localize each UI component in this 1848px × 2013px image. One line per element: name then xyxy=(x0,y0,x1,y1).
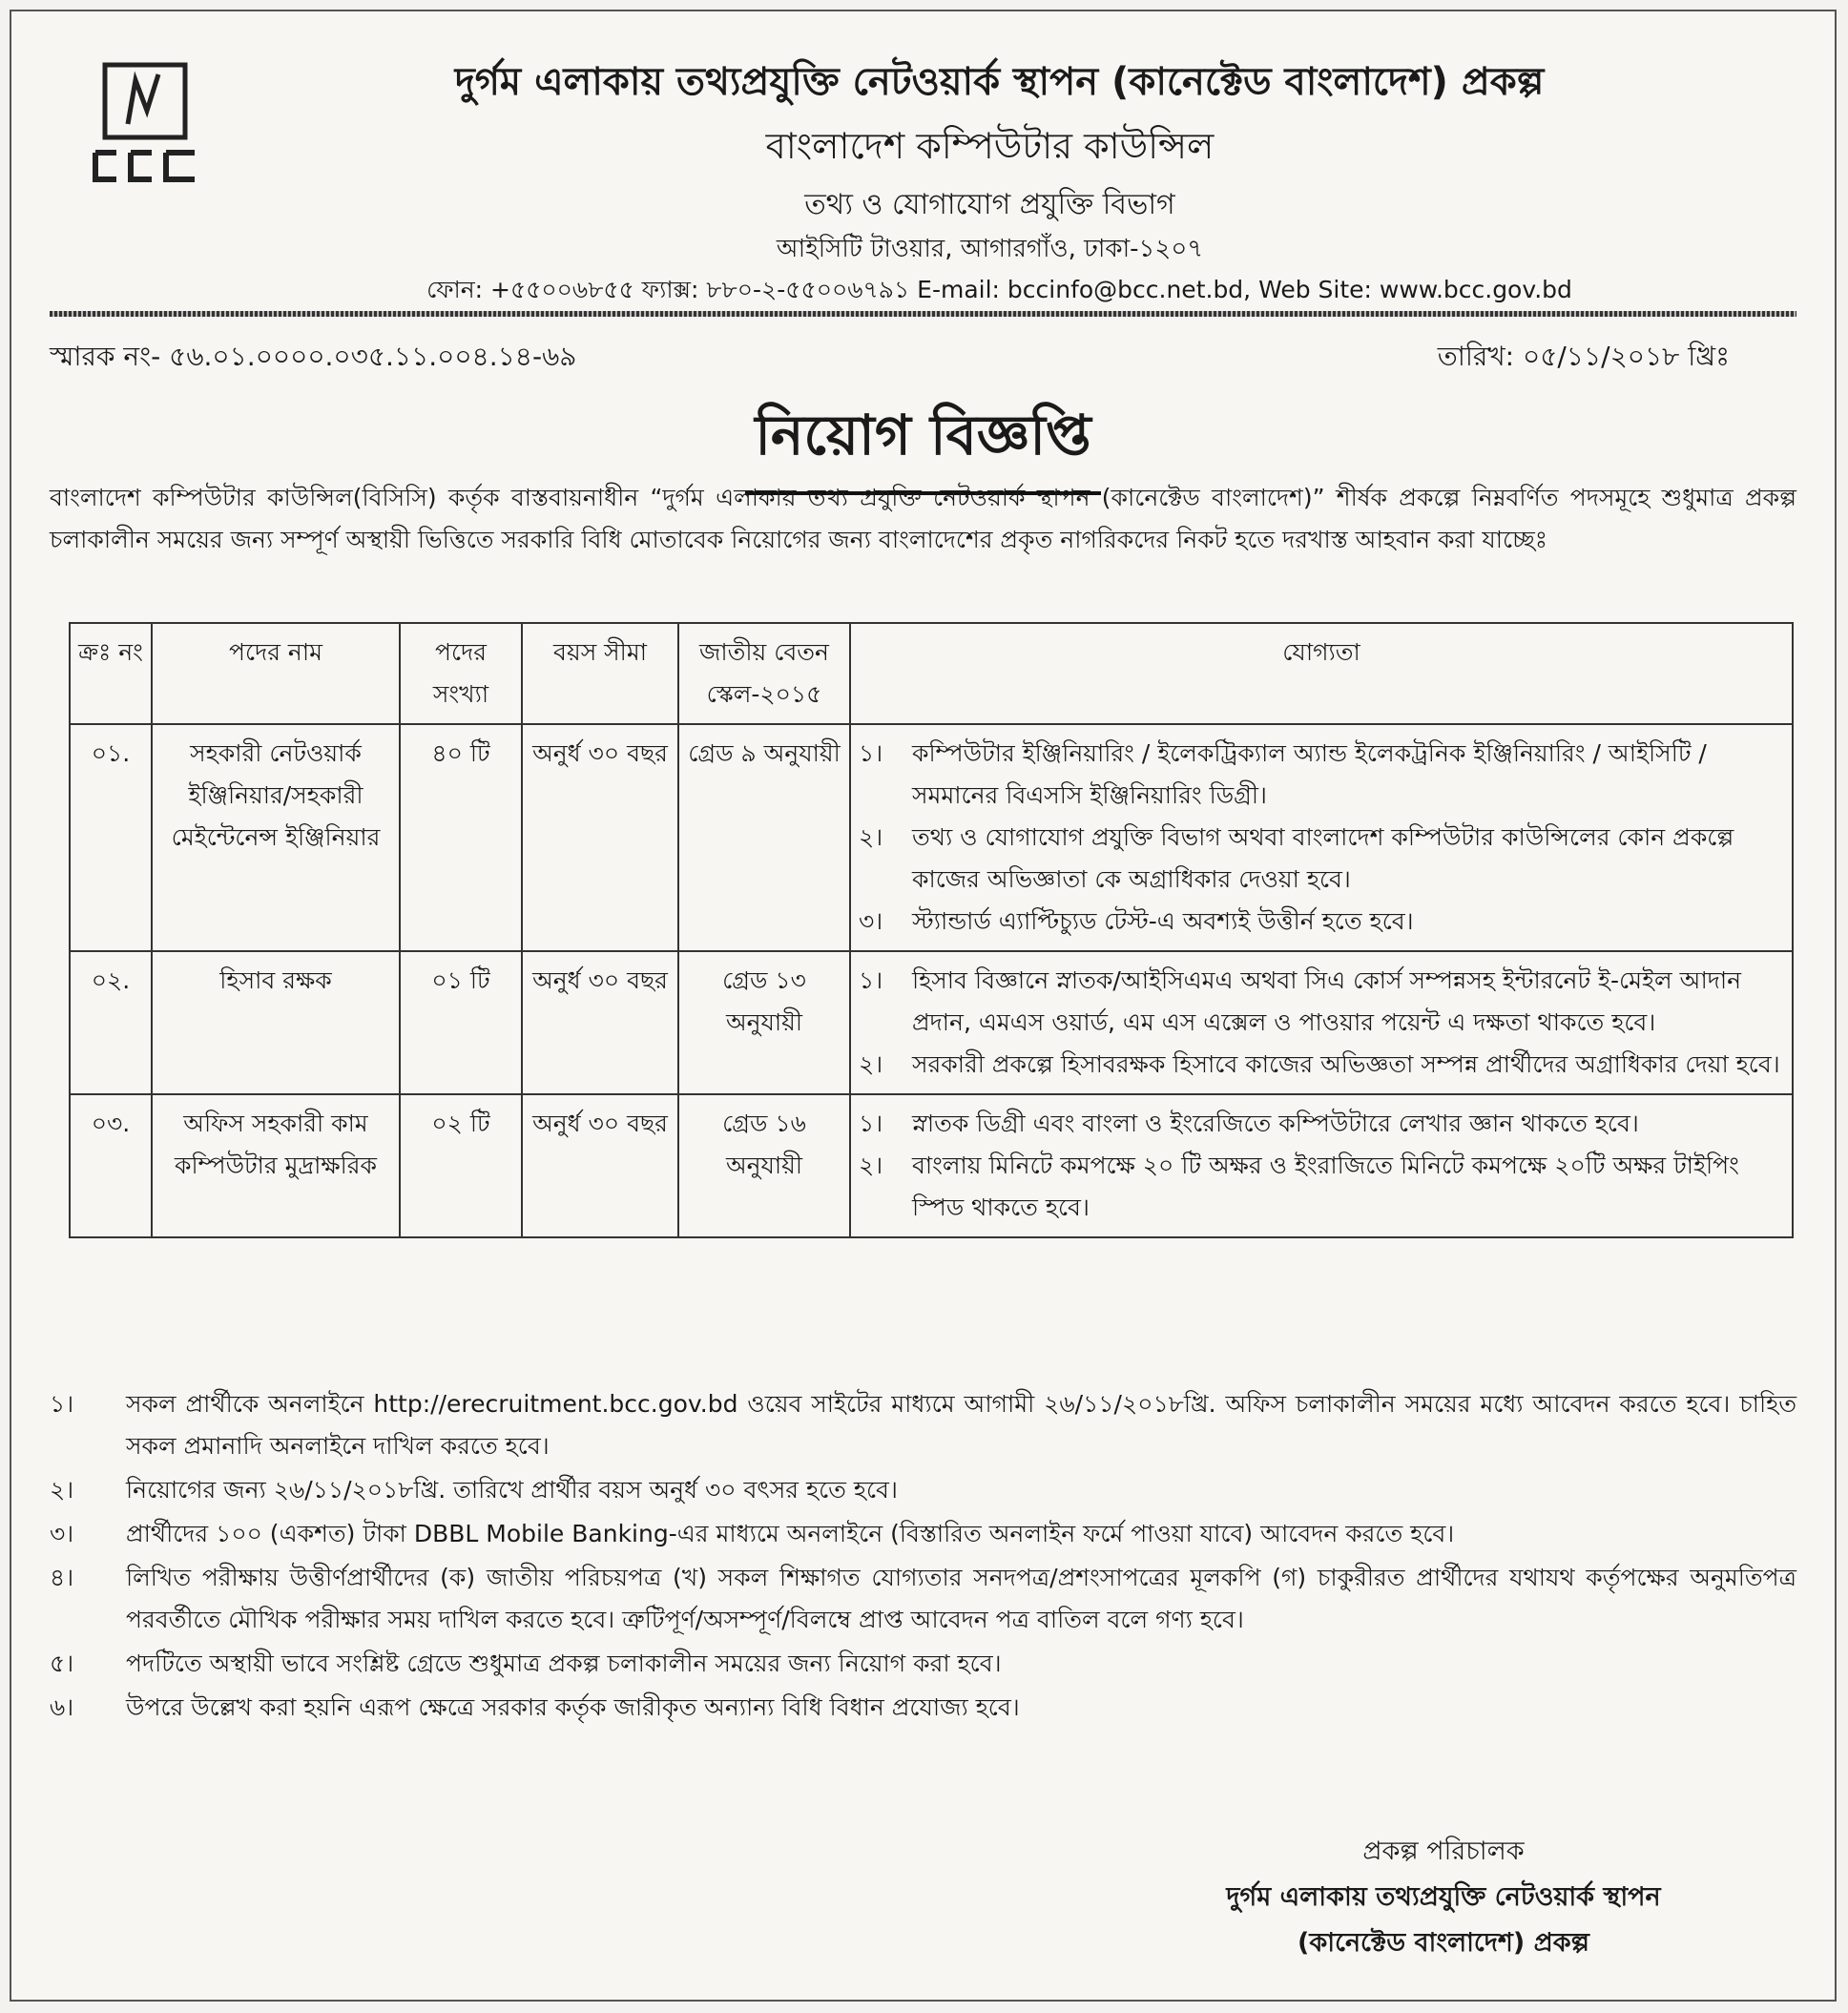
col-qualification: যোগ্যতা xyxy=(850,623,1793,724)
signatory-designation: প্রকল্প পরিচালক xyxy=(1362,1837,1525,1866)
note-text: লিখিত পরীক্ষায় উত্তীর্ণপ্রার্থীদের (ক) জাতীয় পরিচয়পত্র (খ) সকল শিক্ষাগত যোগ্যতার সনদপত্র/প্রশংসাপত্রের মূলকপি (গ) চাকুরীরত প্রার্থীদের যথাযথ কর্তৃপক্ষের অনুমতিপত্র পরবর্তীতে মৌখিক পরীক্ষার সময় দাখিল করতে হবে। ত্রুটিপূর্ণ/অসম্পূর্ণ/বিলম্বে প্রাপ্ত আবেদন পত্র বাতিল বলে গণ্য হবে। xyxy=(126,1564,1796,1633)
col-count: পদের সংখ্যা xyxy=(400,623,522,724)
signatory-project-line2: (কানেক্টেড বাংলাদেশ) প্রকল্প xyxy=(1298,1928,1589,1958)
qualification-text: সরকারী প্রকল্পে হিসাবরক্ষক হিসাবে কাজের অভিজ্ঞতা সম্পন্ন প্রার্থীদের অগ্রাধিকার দেয়া হবে। xyxy=(912,1050,1780,1078)
row-scale: গ্রেড ১৩ অনুযায়ী xyxy=(678,951,850,1094)
note-text: উপরে উল্লেখ করা হয়নি এরূপ ক্ষেত্রে সরকার কর্তৃক জারীকৃত অন্যান্য বিধি বিধান প্রযোজ্য হবে। xyxy=(126,1693,1020,1721)
table-row xyxy=(70,951,1793,1094)
row-post: অফিস সহকারী কাম কম্পিউটার মুদ্রাক্ষরিক xyxy=(152,1094,400,1237)
note-number: ২। xyxy=(50,1476,74,1504)
qualification-item xyxy=(859,733,1784,817)
division-name: তথ্য ও যোগাযোগ প্রযুক্তি বিভাগ xyxy=(804,188,1175,221)
col-serial: ক্রঃ নং xyxy=(70,623,152,724)
table-row xyxy=(70,1094,1793,1237)
row-scale: গ্রেড ১৬ অনুযায়ী xyxy=(678,1094,850,1237)
row-qualifications xyxy=(850,724,1793,951)
project-title: দুর্গম এলাকায় তথ্যপ্রযুক্তি নেটওয়ার্ক স্থাপন (কানেক্টেড বাংলাদেশ) প্রকল্প xyxy=(454,60,1545,104)
qualification-item xyxy=(859,1145,1784,1229)
signature-block xyxy=(1110,1829,1777,1966)
qualification-number: ১। xyxy=(859,1110,883,1137)
qualification-number: ২। xyxy=(859,1152,883,1179)
qualification-number: ১। xyxy=(859,966,883,994)
qualification-item xyxy=(859,901,1784,943)
header-divider xyxy=(50,311,1796,317)
note-number: ৬। xyxy=(50,1693,74,1721)
note-text: পদটিতে অস্থায়ী ভাবে সংশ্লিষ্ট গ্রেডে শুধুমাত্র প্রকল্প চলাকালীন সময়ের জন্য নিয়োগ করা হবে। xyxy=(126,1650,1002,1677)
list-item xyxy=(50,1469,1796,1511)
row-post: হিসাব রক্ষক xyxy=(152,951,400,1094)
note-number: ১। xyxy=(50,1390,74,1418)
qualification-text: তথ্য ও যোগাযোগ প্রযুক্তি বিভাগ অথবা বাংলাদেশ কম্পিউটার কাউন্সিলের কোন প্রকল্পে কাজের অভিজ্ঞাতা কে অগ্রাধিকার দেওয়া হবে। xyxy=(912,823,1734,893)
intro-paragraph: বাংলাদেশ কম্পিউটার কাউন্সিল(বিসিসি) কর্তৃক বাস্তবায়নাধীন “দুর্গম এলাকায় তথ্য প্রযুক্তি নেটওয়ার্ক স্থাপন (কানেক্টেড বাংলাদেশ)” শীর্ষক প্রকল্পে নিম্নবর্ণিত পদসমূহে শুধুমাত্র প্রকল্প চলাকালীন সময়ের জন্য সম্পূর্ণ অস্থায়ী ভিত্তিতে সরকারি বিধি মোতাবেক নিয়োগের জন্য বাংলাদেশের প্রকৃত নাগরিকদের নিকট হতে দরখাস্ত আহবান করা যাচ্ছেঃ xyxy=(50,484,1796,553)
row-serial: ০২. xyxy=(70,951,152,1094)
qualification-number: ৩। xyxy=(859,907,883,935)
qualification-number: ২। xyxy=(859,1050,883,1078)
list-item xyxy=(50,1557,1796,1641)
row-count: ০১ টি xyxy=(400,951,522,1094)
col-post: পদের নাম xyxy=(152,623,400,724)
row-age: অনুর্ধ ৩০ বছর xyxy=(522,951,678,1094)
row-post: সহকারী নেটওয়ার্ক ইঞ্জিনিয়ার/সহকারী মেইন্টেনেন্স ইঞ্জিনিয়ার xyxy=(152,724,400,951)
note-number: ৩। xyxy=(50,1520,74,1547)
row-age: অনুর্ধ ৩০ বছর xyxy=(522,1094,678,1237)
signatory-project-line1: দুর্গম এলাকায় তথ্যপ্রযুক্তি নেটওয়ার্ক স্থাপন xyxy=(1226,1882,1661,1912)
col-scale: জাতীয় বেতন স্কেল-২০১৫ xyxy=(678,623,850,724)
note-number: ৪। xyxy=(50,1564,74,1591)
qualification-item xyxy=(859,1103,1784,1145)
memo-number: স্মারক নং- ৫৬.০১.০০০০.০৩৫.১১.০০৪.১৪-৬৯ xyxy=(50,341,577,372)
qualification-item xyxy=(859,817,1784,901)
qualification-number: ১। xyxy=(859,739,883,767)
list-item xyxy=(50,1687,1796,1729)
table-row xyxy=(70,724,1793,951)
qualification-text: কম্পিউটার ইঞ্জিনিয়ারিং / ইলেকট্রিক্যাল অ্যান্ড ইলেকট্রনিক ইঞ্জিনিয়ারিং / আইসিটি / সমমানের বিএসসি ইঞ্জিনিয়ারিং ডিগ্রী। xyxy=(912,739,1707,809)
instructions-list xyxy=(50,1383,1796,1731)
row-count: ০২ টি xyxy=(400,1094,522,1237)
note-text: প্রার্থীদের ১০০ (একশত) টাকা DBBL Mobile Banking-এর মাধ্যমে অনলাইনে (বিস্তারিত অনলাইন ফর্মে পাওয়া যাবে) আবেদন করতে হবে। xyxy=(126,1520,1455,1547)
qualification-text: বাংলায় মিনিটে কমপক্ষে ২০ টি অক্ষর ও ইংরাজিতে মিনিটে কমপক্ষে ২০টি অক্ষর টাইপিং স্পিড থাকতে হবে। xyxy=(912,1152,1739,1221)
row-count: ৪০ টি xyxy=(400,724,522,951)
org-name: বাংলাদেশ কম্পিউটার কাউন্সিল xyxy=(765,125,1215,167)
qualification-number: ২। xyxy=(859,823,883,851)
qualification-text: হিসাব বিজ্ঞানে স্নাতক/আইসিএমএ অথবা সিএ কোর্স সম্পন্নসহ ইন্টারনেট ই-মেইল আদান প্রদান, এমএস ওয়ার্ড, এম এস এক্সেল ও পাওয়ার পয়েন্ট এ দক্ষতা থাকতে হবে। xyxy=(912,966,1742,1036)
qualification-text: স্ট্যান্ডার্ড এ্যাপ্টিচ্যুড টেস্ট-এ অবশ্যই উত্তীর্ন হতে হবে। xyxy=(912,907,1414,935)
row-age: অনুর্ধ ৩০ বছর xyxy=(522,724,678,951)
note-text: নিয়োগের জন্য ২৬/১১/২০১৮খ্রি. তারিখে প্রার্থীর বয়স অনুর্ধ ৩০ বৎসর হতে হবে। xyxy=(126,1476,898,1504)
row-qualifications xyxy=(850,1094,1793,1237)
notice-page xyxy=(10,10,1837,2002)
list-item xyxy=(50,1383,1796,1467)
vacancy-table xyxy=(69,622,1794,1238)
list-item xyxy=(50,1513,1796,1555)
notice-date: তারিখ: ০৫/১১/২০১৮ খ্রিঃ xyxy=(1437,341,1730,372)
row-qualifications xyxy=(850,951,1793,1094)
row-serial: ০১. xyxy=(70,724,152,951)
qualification-text: স্নাতক ডিগ্রী এবং বাংলা ও ইংরেজিতে কম্পিউটারে লেখার জ্ঞান থাকতে হবে। xyxy=(912,1110,1639,1137)
qualification-item xyxy=(859,1044,1784,1086)
qualification-item xyxy=(859,960,1784,1044)
notice-title: নিয়োগ বিজ্ঞপ্তি xyxy=(745,393,1100,495)
list-item xyxy=(50,1643,1796,1685)
note-number: ৫। xyxy=(50,1650,74,1677)
letterhead xyxy=(11,11,1835,326)
note-text: সকল প্রার্থীকে অনলাইনে http://erecruitment.bcc.gov.bd ওয়েব সাইটের মাধ্যমে আগামী ২৬/১১/২০১৮খ্রি. অফিস চলাকালীন সময়ের মধ্যে আবেদন করতে হবে। চাহিত সকল প্রমানাদি অনলাইনে দাখিল করতে হবে। xyxy=(126,1390,1796,1460)
table-header-row xyxy=(70,623,1793,724)
contact-line: ফোন: +৫৫০০৬৮৫৫ ফ্যাক্স: ৮৮০-২-৫৫০০৬৭৯১ E-mail: bccinfo@bcc.net.bd, Web Site: www.bcc.gov.bd xyxy=(426,276,1572,303)
row-scale: গ্রেড ৯ অনুযায়ী xyxy=(678,724,850,951)
col-age: বয়স সীমা xyxy=(522,623,678,724)
row-serial: ০৩. xyxy=(70,1094,152,1237)
address: আইসিটি টাওয়ার, আগারগাঁও, ঢাকা-১২০৭ xyxy=(776,235,1204,263)
